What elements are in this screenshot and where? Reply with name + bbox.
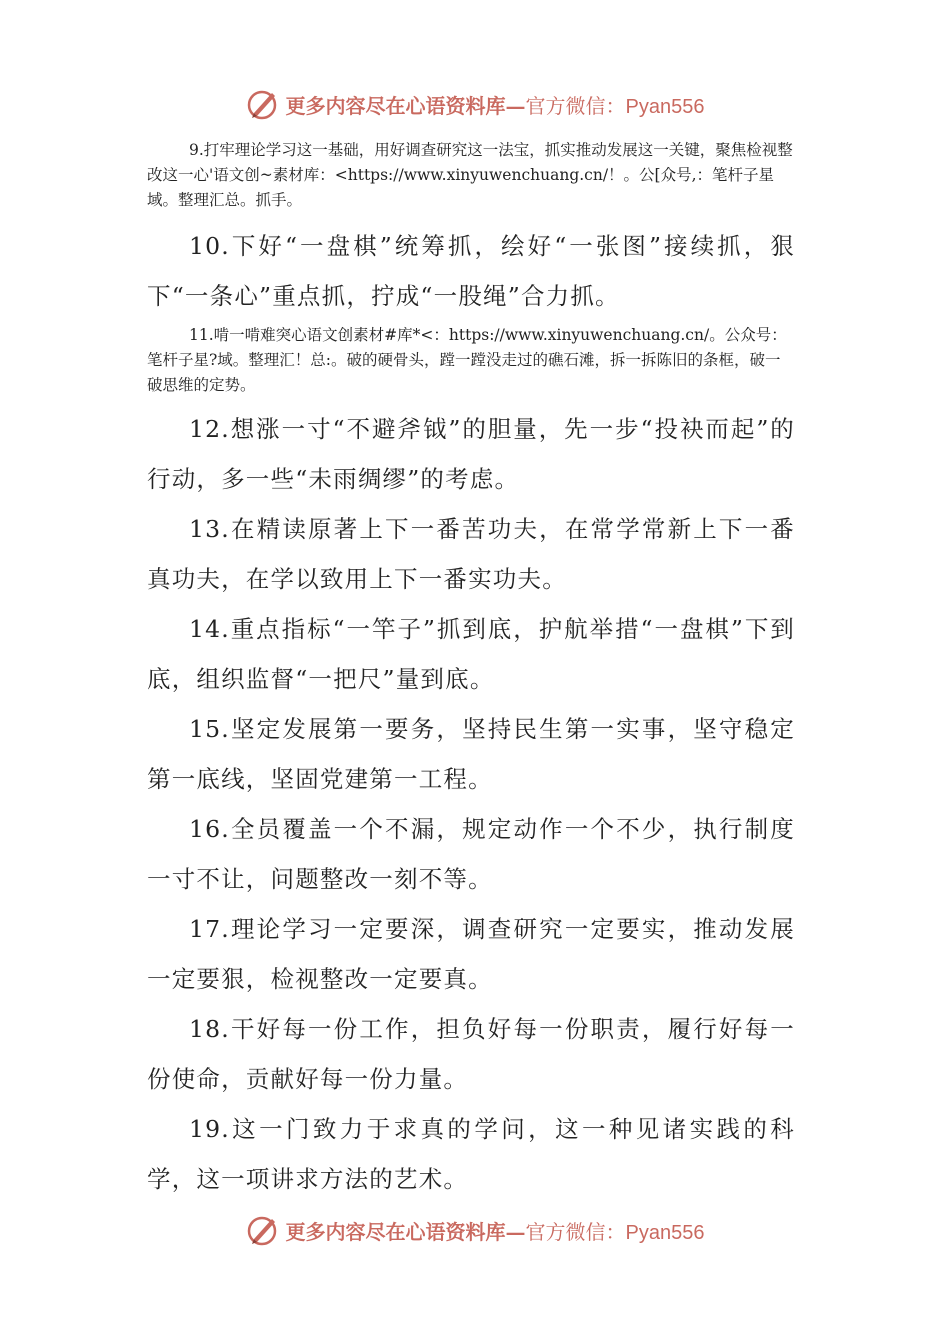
paragraph-13: 13.在精读原著上下一番苦功夫，在常学常新上下一番真功夫，在学以致用上下一番实功夫。 <box>147 515 795 593</box>
header-banner-main: 更多内容尽在心语资料库— <box>285 93 526 118</box>
paragraph-17: 17.理论学习一定要深，调查研究一定要实，推动发展一定要狠，检视整改一定要真。 <box>147 915 795 993</box>
footer-banner-text <box>286 1216 705 1245</box>
paragraph-9: 9.打牢理论学习这一基础，用好调查研究这一法宝，抓实推动发展这一关键，聚焦检视整改这一心'语文创~素材库：<https://www.xinyuwenchuang.cn/！。公[众号,：笔杆子星域。整理汇总。抓手。 <box>147 141 793 209</box>
footer-banner-suffix: 官方微信： <box>525 1219 626 1244</box>
paragraph-16: 16.全员覆盖一个不漏，规定动作一个不少，执行制度一寸不让，问题整改一刻不等。 <box>147 815 795 893</box>
paragraph-12: 12.想涨一寸“不避斧钺”的胆量，先一步“投袂而起”的行动，多一些“未雨绸缪”的考虑。 <box>147 415 795 493</box>
footer-banner-id: Pyan556 <box>625 1221 705 1244</box>
paragraph-18: 18.干好每一份工作，担负好每一份职责，履行好每一份使命，贡献好每一份力量。 <box>147 1015 795 1093</box>
footer-banner <box>0 1210 950 1250</box>
footer-banner-main: 更多内容尽在心语资料库— <box>285 1219 526 1244</box>
document-body <box>147 138 795 1204</box>
header-banner <box>0 84 950 124</box>
header-banner-id: Pyan556 <box>625 95 705 118</box>
pen-logo-icon <box>246 1213 280 1247</box>
header-banner-text <box>286 90 705 119</box>
paragraph-15: 15.坚定发展第一要务，坚持民生第一实事，坚守稳定第一底线，坚固党建第一工程。 <box>147 715 795 793</box>
paragraph-14: 14.重点指标“一竿子”抓到底，护航举措“一盘棋”下到底，组织监督“一把尺”量到底。 <box>147 615 795 693</box>
paragraph-19: 19.这一门致力于求真的学问，这一种见诸实践的科学，这一项讲求方法的艺术。 <box>147 1115 795 1193</box>
pen-logo-icon <box>246 87 280 121</box>
paragraph-11: 11.啃一啃难突心语文创素材#库*<：https://www.xinyuwenchuang.cn/。公众号：笔杆子星?域。整理汇！总:。破的硬骨头，蹚一蹚没走过的礁石滩，拆一拆陈旧的条框，破一破思维的定势。 <box>147 326 787 394</box>
header-banner-suffix: 官方微信： <box>525 93 626 118</box>
paragraph-10: 10.下好“一盘棋”统筹抓，绘好“一张图”接续抓，狠下“一条心”重点抓，拧成“一股绳”合力抓。 <box>147 232 795 310</box>
